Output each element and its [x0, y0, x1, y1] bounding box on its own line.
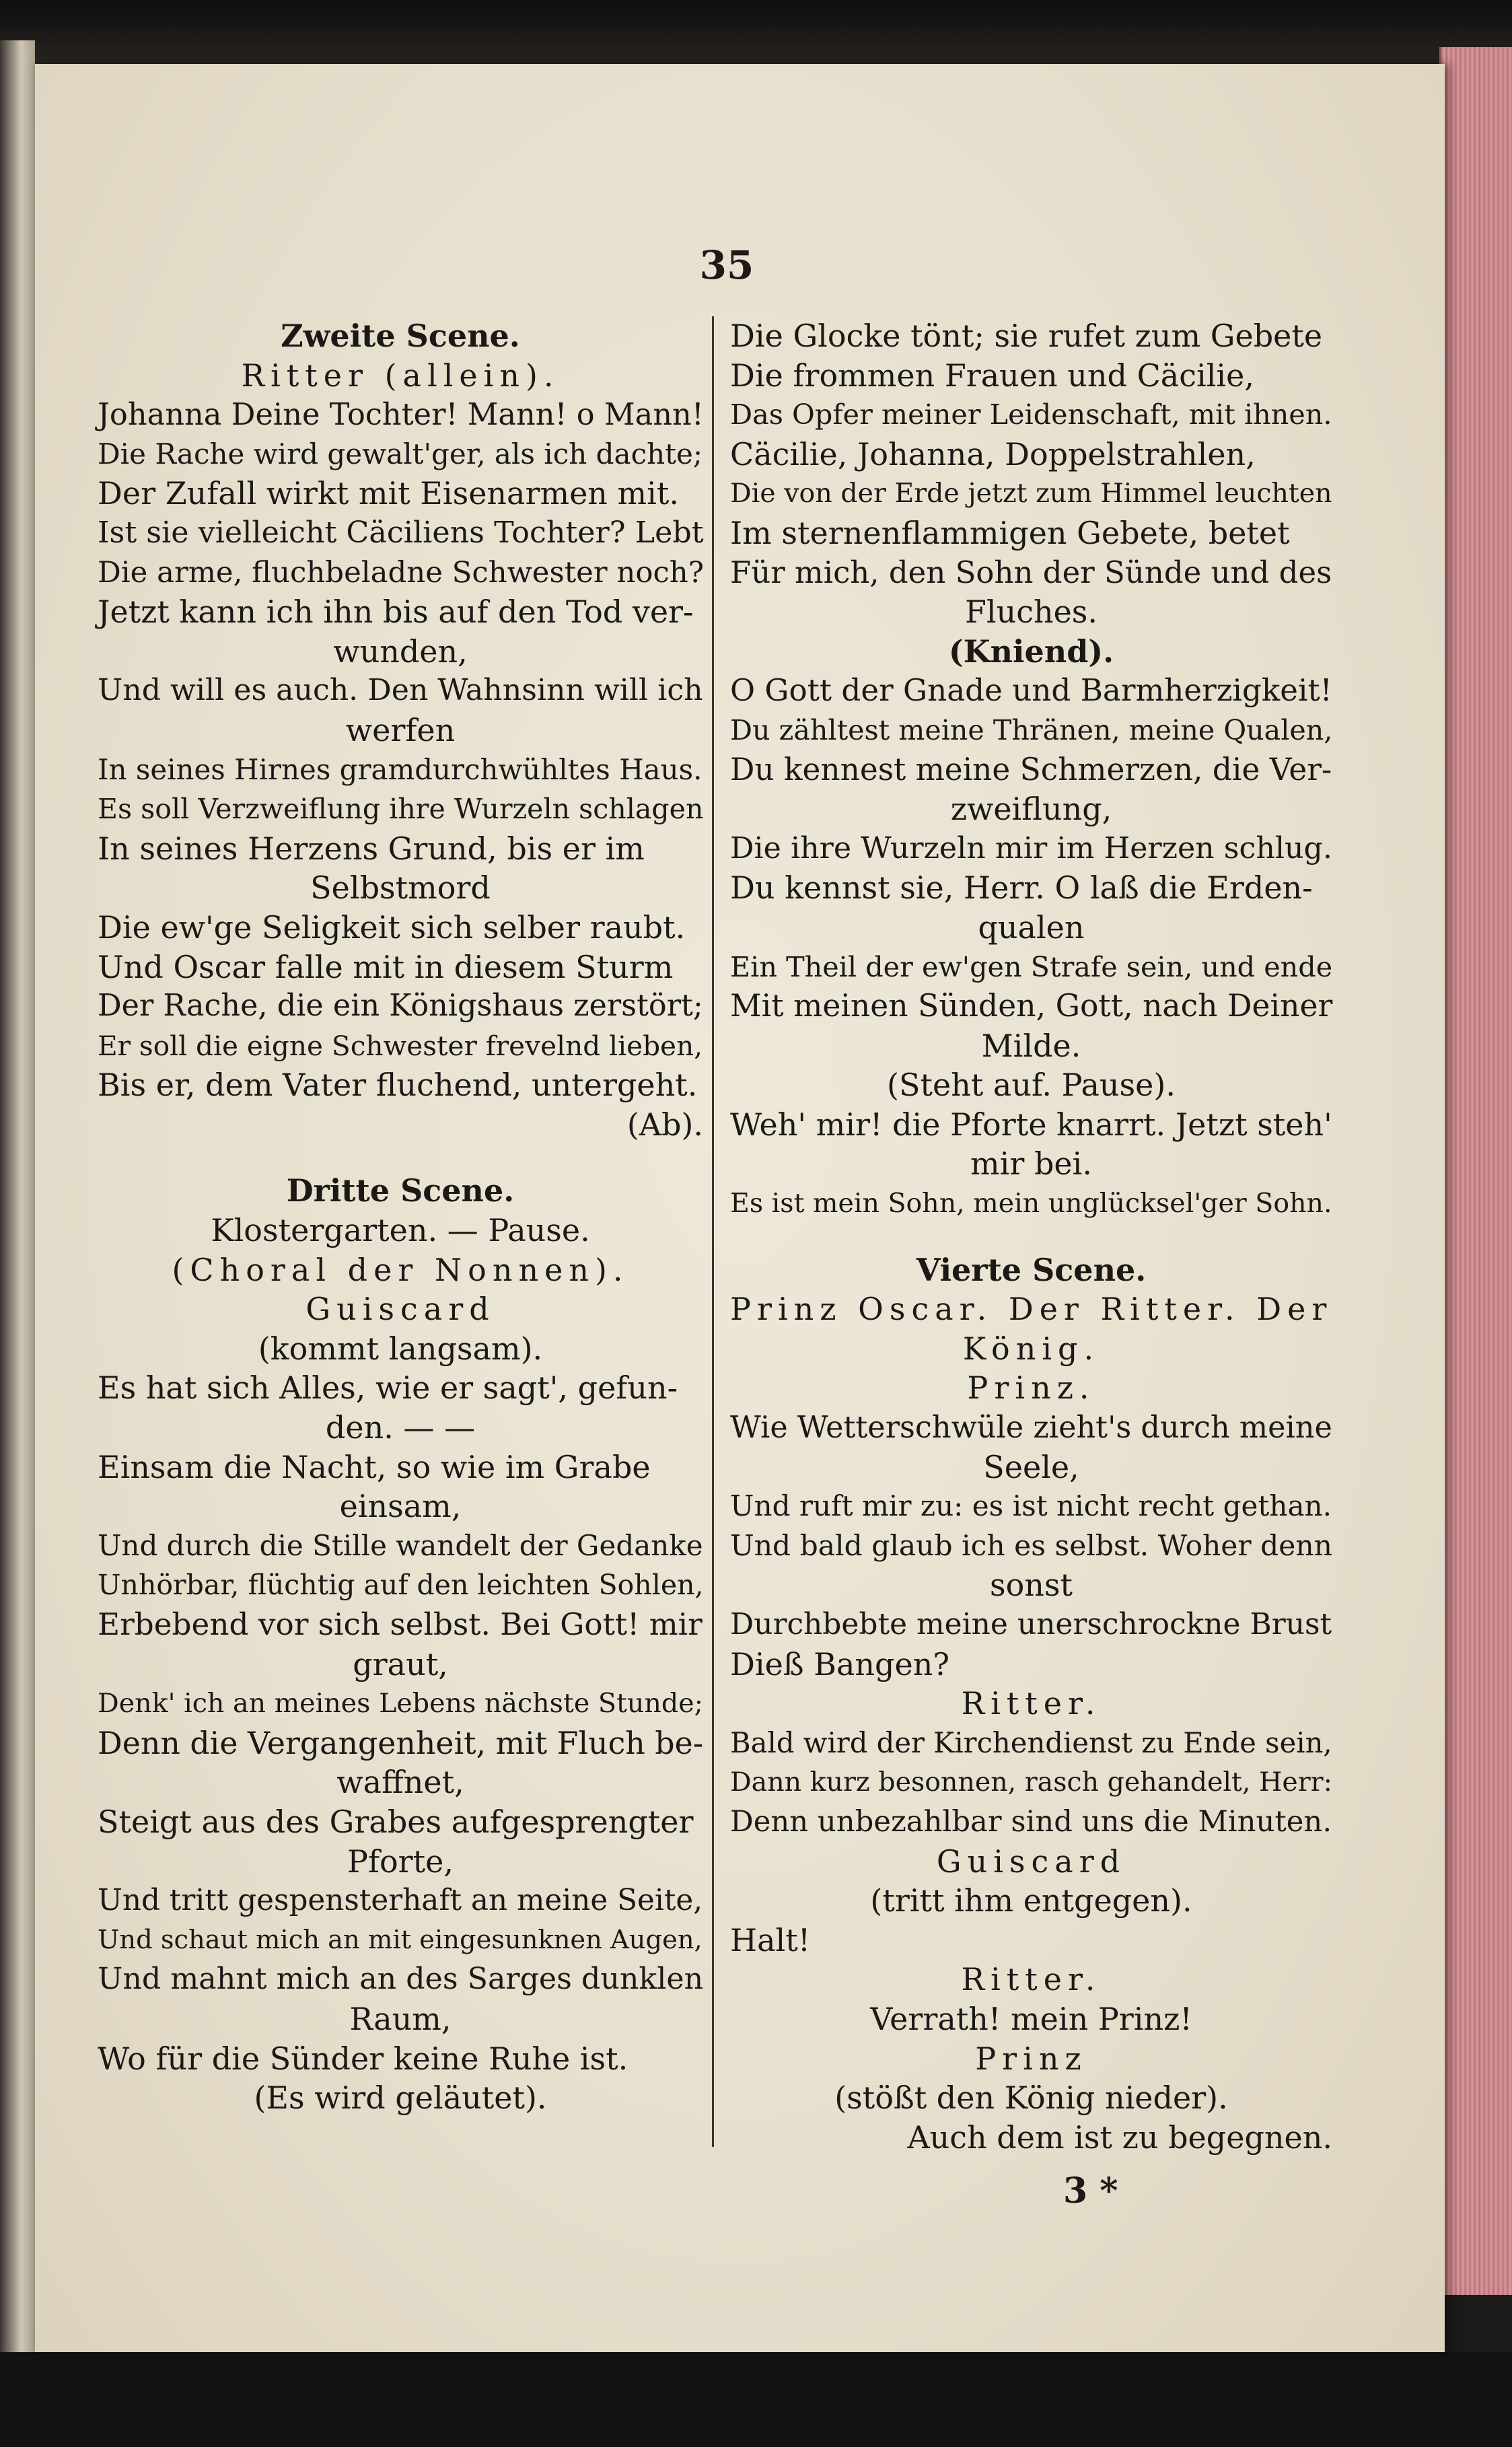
text-line: Du kennest meine Schmerzen, die Ver-	[730, 751, 1332, 787]
text-line: Erbebend vor sich selbst. Bei Gott! mir	[98, 1606, 703, 1642]
text-line: Das Opfer meiner Leidenschaft, mit ihnen.	[730, 398, 1332, 431]
text-line: Seele,	[983, 1448, 1079, 1485]
text-line: Ist sie vielleicht Cäciliens Tochter? Lebt	[98, 515, 704, 550]
text-line: Die frommen Frauen und Cäcilie,	[730, 357, 1254, 394]
spacer	[98, 1144, 703, 1171]
text-line: Unhörbar, flüchtig auf den leichten Sohlen,	[98, 1569, 704, 1602]
text-line: Denk' ich an meines Lebens nächste Stunde;	[98, 1688, 703, 1719]
right-text-column	[730, 316, 1332, 2157]
text-line: werfen	[345, 711, 456, 748]
page-stack-edge	[1439, 47, 1512, 2295]
text-line: Die Rache wird gewalt'ger, als ich dachte;	[98, 437, 703, 470]
text-line: Wie Wetterschwüle zieht's durch meine	[730, 1410, 1332, 1446]
text-line: mir bei.	[970, 1145, 1092, 1182]
text-line: den. — —	[325, 1409, 476, 1446]
left-page-edge	[0, 40, 35, 2447]
text-line: Und schaut mich an mit eingesunknen Augen,	[98, 1924, 703, 1955]
text-line: Und tritt gespensterhaft an meine Seite,	[98, 1883, 703, 1918]
left-text-column	[98, 316, 703, 2118]
text-line: (stößt den König nieder).	[834, 2080, 1228, 2117]
text-line: einsam,	[339, 1488, 462, 1525]
text-line: Bald wird der Kirchendienst zu Ende sein,	[730, 1726, 1332, 1759]
text-line: Ritter.	[961, 1961, 1102, 1998]
text-line: Die ew'ge Seligkeit sich selber raubt.	[98, 909, 686, 946]
text-line: Der Rache, die ein Königshaus zerstört;	[98, 989, 703, 1024]
text-line: graut,	[353, 1645, 448, 1682]
text-line: wunden,	[333, 633, 468, 670]
text-line: Guiscard	[305, 1291, 495, 1328]
text-line: In seines Hirnes gramdurchwühltes Haus.	[98, 752, 703, 786]
text-line: (Steht auf. Pause).	[887, 1067, 1176, 1104]
text-line: Er soll die eigne Schwester frevelnd lieben,	[98, 1029, 703, 1062]
text-line: Prinz.	[967, 1370, 1095, 1407]
text-line: Prinz	[975, 2040, 1087, 2077]
text-line: Denn die Vergangenheit, mit Fluch be-	[98, 1724, 704, 1761]
text-line: Vierte Scene.	[916, 1251, 1147, 1288]
text-line: Verrath! mein Prinz!	[870, 2000, 1192, 2037]
text-line: (Es wird geläutet).	[254, 2080, 547, 2117]
text-line: Dieß Bangen?	[730, 1645, 949, 1682]
text-line: (kommt langsam).	[258, 1330, 543, 1367]
text-line: Klostergarten. — Pause.	[211, 1212, 590, 1249]
text-line: (tritt ihm entgegen).	[870, 1882, 1192, 1919]
text-line: Fluches.	[964, 594, 1098, 631]
text-line: Mit meinen Sünden, Gott, nach Deiner	[730, 988, 1333, 1024]
text-line: Du zähltest meine Thränen, meine Qualen,	[730, 713, 1333, 746]
text-line: (Kniend).	[948, 633, 1114, 670]
text-line: Guiscard	[936, 1843, 1126, 1880]
text-line: Und will es auch. Den Wahnsinn will ich	[98, 673, 703, 708]
text-line: Johanna Deine Tochter! Mann! o Mann!	[98, 397, 704, 433]
text-line: Und mahnt mich an des Sarges dunklen	[98, 1962, 704, 1997]
book-spine-shadow	[0, 0, 1512, 74]
text-line: Die von der Erde jetzt zum Himmel leuchten	[730, 478, 1332, 509]
text-line: Raum,	[349, 2000, 452, 2037]
text-line: Milde.	[981, 1027, 1081, 1064]
text-line: Und Oscar falle mit in diesem Sturm	[98, 948, 674, 985]
page-number: 35	[699, 242, 754, 288]
text-line: Durchbebte meine unerschrockne Brust	[730, 1607, 1332, 1641]
text-line: sonst	[989, 1567, 1073, 1604]
text-line: Dritte Scene.	[286, 1172, 515, 1209]
text-line: Und bald glaub ich es selbst. Woher denn	[730, 1528, 1332, 1562]
text-line: Wo für die Sünder keine Ruhe ist.	[98, 2040, 628, 2077]
spacer	[730, 1224, 1332, 1250]
text-line: Es ist mein Sohn, mein unglücksel'ger Sohn.	[730, 1188, 1332, 1219]
text-line: Es soll Verzweiflung ihre Wurzeln schlagen	[98, 793, 704, 826]
text-line: König.	[962, 1330, 1100, 1367]
column-divider	[712, 316, 714, 2147]
text-line: Es hat sich Alles, wie er sagt', gefun-	[98, 1370, 678, 1407]
text-line: Auch dem ist zu begegnen.	[907, 2119, 1332, 2156]
text-line: qualen	[978, 909, 1085, 946]
text-line: Selbstmord	[310, 870, 491, 907]
text-line: Halt!	[730, 1921, 811, 1958]
text-line: Cäcilie, Johanna, Doppelstrahlen,	[730, 435, 1256, 472]
signature-mark: 3 *	[1063, 2170, 1118, 2211]
text-line: Du kennst sie, Herr. O laß die Erden-	[730, 870, 1313, 907]
text-line: Im sternenflammigen Gebete, betet	[730, 514, 1290, 551]
text-line: Die Glocke tönt; sie rufet zum Gebete	[730, 318, 1323, 354]
text-line: Dann kurz besonnen, rasch gehandelt, Herr:	[730, 1767, 1332, 1798]
text-line: Der Zufall wirkt mit Eisenarmen mit.	[98, 475, 679, 512]
text-line: (Ab).	[626, 1106, 703, 1143]
text-line: Bis er, dem Vater fluchend, untergeht.	[98, 1067, 698, 1104]
text-line: Jetzt kann ich ihn bis auf den Tod ver-	[98, 594, 694, 631]
text-line: Ein Theil der ew'gen Strafe sein, und ende	[730, 950, 1333, 983]
text-line: Weh' mir! die Pforte knarrt. Jetzt steh'	[730, 1106, 1332, 1143]
text-line: Und ruft mir zu: es ist nicht recht gethan.	[730, 1489, 1332, 1523]
text-line: Ritter.	[961, 1685, 1102, 1722]
text-line: Die arme, fluchbeladne Schwester noch?	[98, 555, 704, 590]
text-line: Denn unbezahlbar sind uns die Minuten.	[730, 1804, 1332, 1839]
text-line: Und durch die Stille wandelt der Gedanke	[98, 1528, 703, 1562]
text-line: Steigt aus des Grabes aufgesprengter	[98, 1803, 694, 1840]
text-line: Zweite Scene.	[281, 318, 520, 354]
text-line: Für mich, den Sohn der Sünde und des	[730, 554, 1332, 590]
text-line: zweiflung,	[950, 791, 1112, 828]
text-line: waffnet,	[336, 1764, 464, 1801]
text-line: (Choral der Nonnen).	[172, 1251, 629, 1288]
text-line: Prinz Oscar. Der Ritter. Der	[730, 1291, 1333, 1328]
text-line: Die ihre Wurzeln mir im Herzen schlug.	[730, 830, 1332, 865]
text-line: In seines Herzens Grund, bis er im	[98, 830, 645, 867]
text-line: O Gott der Gnade und Barmherzigkeit!	[730, 672, 1332, 709]
text-line: Pforte,	[347, 1843, 454, 1880]
text-line: Einsam die Nacht, so wie im Grabe	[98, 1448, 651, 1485]
text-line: Ritter (allein).	[241, 357, 560, 394]
background-bottom	[0, 2352, 1512, 2447]
